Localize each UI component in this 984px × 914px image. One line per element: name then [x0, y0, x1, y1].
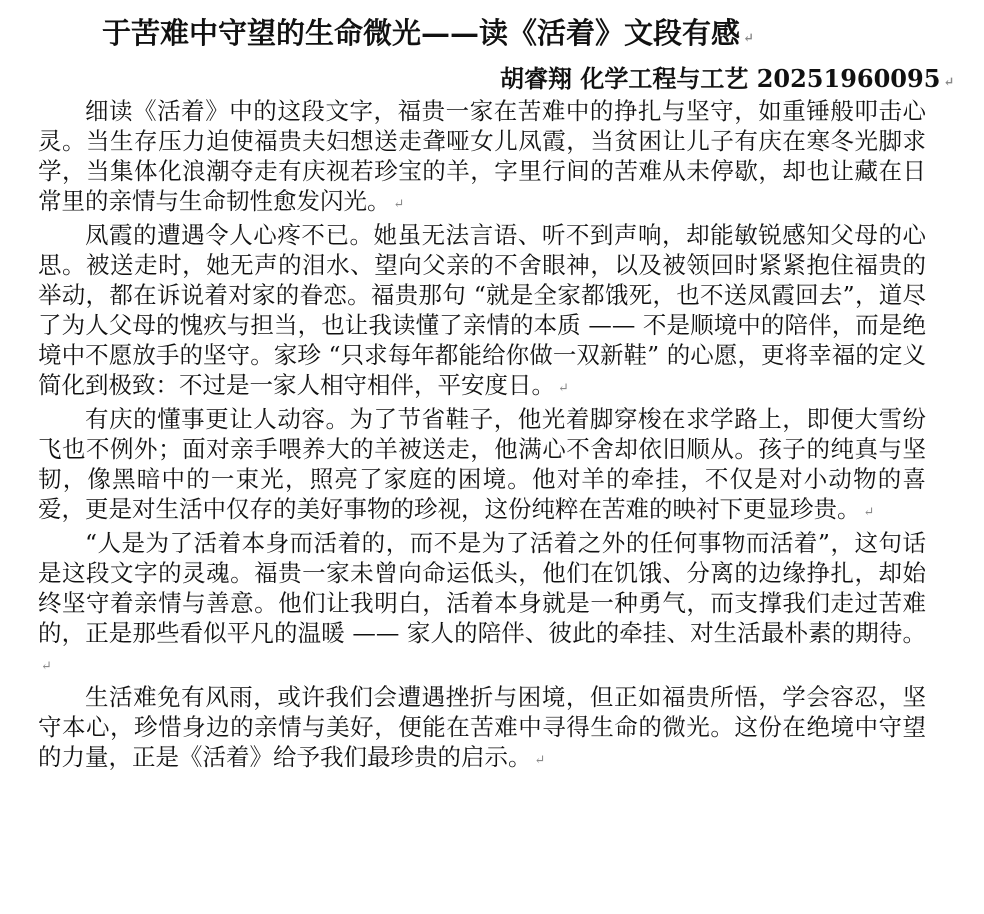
author-byline-text: 胡睿翔 化学工程与工艺 20251960095: [500, 64, 941, 93]
paragraph-text: 凤霞的遭遇令人心疼不已。她虽无法言语、听不到声响，却能敏锐感知父母的心思。被送走时，她无声的泪水、望向父亲的不舍眼神，以及被领回时紧紧抱住福贵的举动，都在诉说着对家的眷恋。福贵那句 “就是全家都饿死，也不送凤霞回去”，道尽了为人父母的愧疚与担当，也让我读懂了亲情的本质 —— 不是顺境中的陪伴，而是绝境中不愿放手的坚守。家珍 “只求每年都能给你做一双新鞋” 的心愿，更将幸福的定义简化到极致：不过是一家人相守相伴，平安度日。: [38, 221, 926, 399]
paragraph-mark-icon: ↵: [558, 381, 569, 396]
paragraph-mark-icon: ↵: [41, 659, 52, 674]
body-paragraph: [38, 404, 926, 528]
paragraph-mark-icon: ↵: [393, 197, 405, 212]
author-byline: [500, 64, 955, 98]
paragraph-text: “人是为了活着本身而活着的，而不是为了活着之外的任何事物而活着”，这句话是这段文字的灵魂。福贵一家未曾向命运低头，他们在饥饿、分离的边缘挣扎，却始终坚守着亲情与善意。他们让我明白，活着本身就是一种勇气，而支撑我们走过苦难的，正是那些看似平凡的温暖 —— 家人的陪伴、彼此的牵挂、对生活最朴素的期待。: [38, 529, 926, 647]
paragraph-text: 细读《活着》中的这段文字，福贵一家在苦难中的挣扎与坚守，如重锤般叩击心灵。当生存压力迫使福贵夫妇想送走聋哑女儿凤霞，当贫困让儿子有庆在寒冬光脚求学，当集体化浪潮夺走有庆视若珍宝的羊，字里行间的苦难从未停歇，却也让藏在日常里的亲情与生命韧性愈发闪光。: [38, 97, 926, 215]
paragraph-text: 生活难免有风雨，或许我们会遭遇挫折与困境，但正如福贵所悟，学会容忍，坚守本心，珍惜身边的亲情与美好，便能在苦难中寻得生命的微光。这份在绝境中守望的力量，正是《活着》给予我们最珍贵的启示。: [38, 683, 926, 771]
essay-body: [38, 96, 926, 776]
paragraph-mark-icon: ↵: [534, 753, 546, 768]
paragraph-mark-icon: ↵: [863, 505, 875, 520]
paragraph-mark-icon: ↵: [743, 31, 754, 46]
body-paragraph: [38, 220, 926, 404]
paragraph-mark-icon: ↵: [943, 75, 955, 90]
body-paragraph: [38, 528, 926, 682]
essay-title: [102, 14, 822, 58]
body-paragraph: [38, 96, 926, 220]
essay-title-text: 于苦难中守望的生命微光——读《活着》文段有感: [102, 16, 741, 50]
body-paragraph: [38, 682, 926, 776]
paragraph-text: 有庆的懂事更让人动容。为了节省鞋子，他光着脚穿梭在求学路上，即便大雪纷飞也不例外；面对亲手喂养大的羊被送走，他满心不舍却依旧顺从。孩子的纯真与坚韧，像黑暗中的一束光，照亮了家庭的困境。他对羊的牵挂，不仅是对小动物的喜爱，更是对生活中仅存的美好事物的珍视，这份纯粹在苦难的映衬下更显珍贵。: [38, 405, 926, 523]
